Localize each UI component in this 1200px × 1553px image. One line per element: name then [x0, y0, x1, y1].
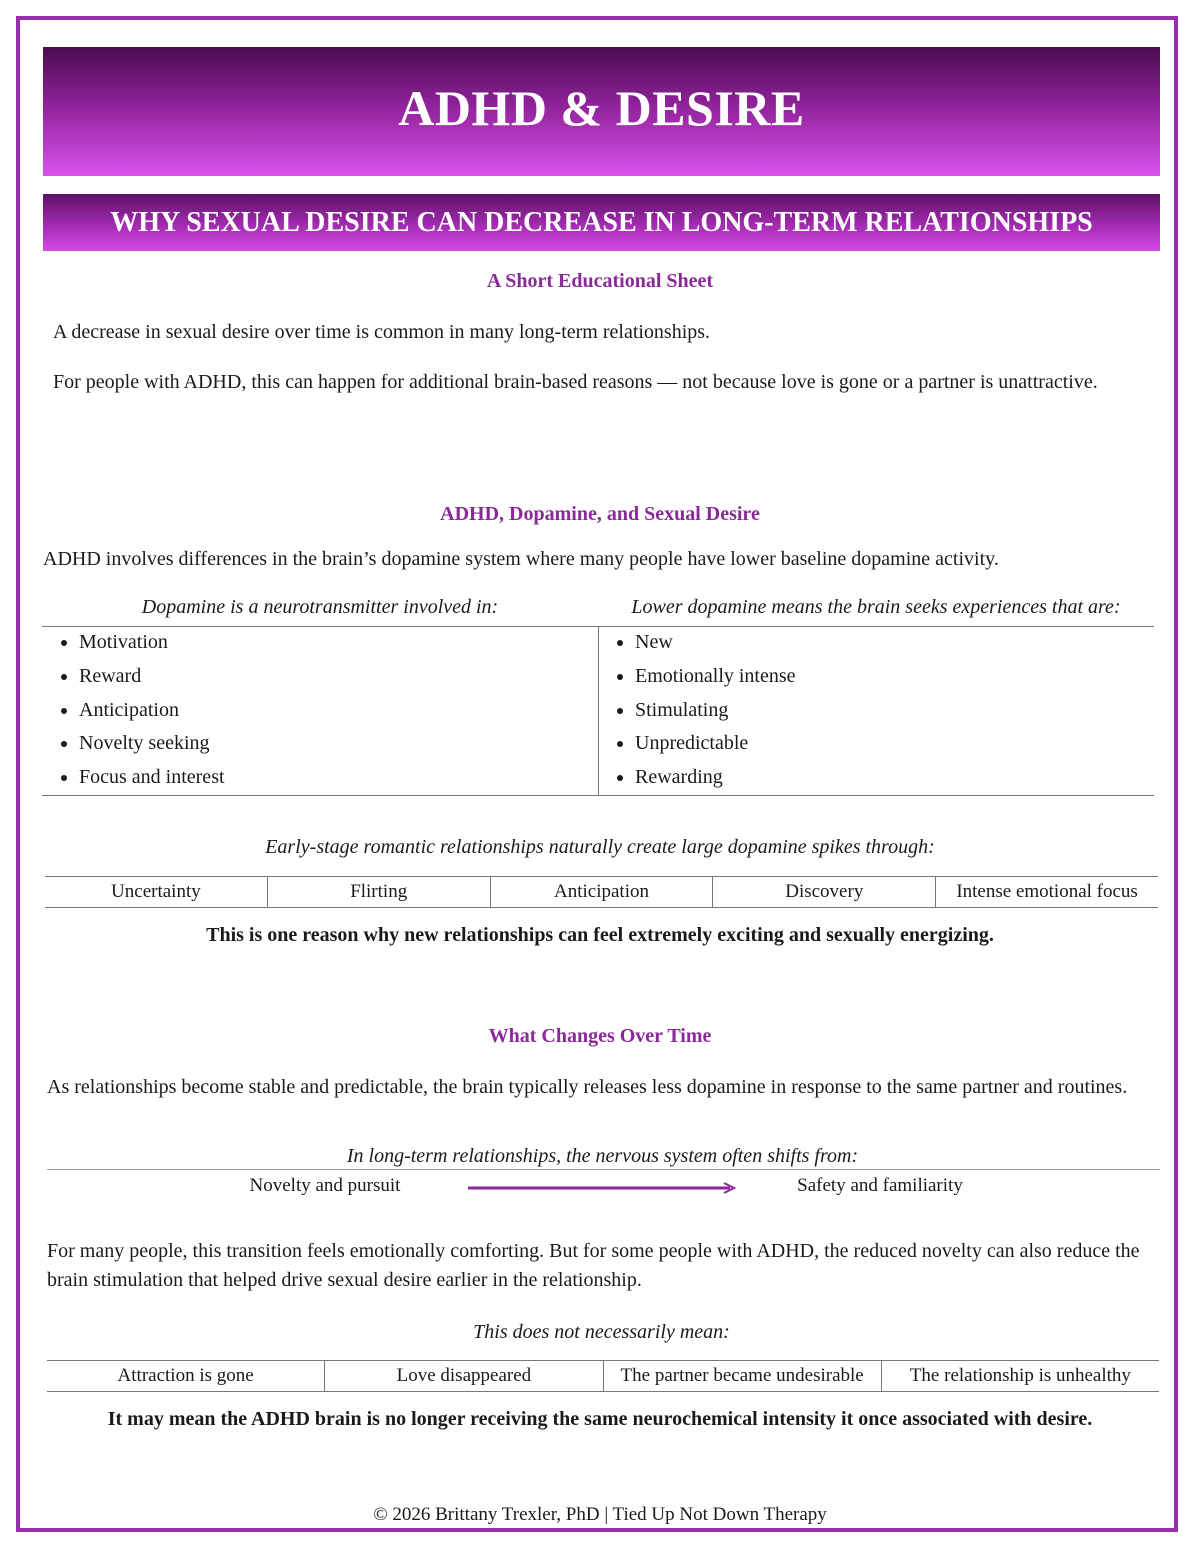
- table-cell: Flirting: [267, 877, 490, 907]
- intro-paragraph-1: A decrease in sexual desire over time is common in many long-term relationships.: [53, 321, 711, 343]
- dopamine-table: [42, 592, 1154, 796]
- intro-heading: A Short Educational Sheet: [486, 270, 714, 292]
- column-1-list: [42, 626, 225, 795]
- changes-paragraph-1: As relationships become stable and predictable, the brain typically releases less dopamine in response to the same partner and routines.: [47, 1076, 1128, 1098]
- changes-conclusion: It may mean the ADHD brain is no longer receiving the same neurochemical intensity it once associated with desire.: [107, 1408, 1093, 1430]
- column-2-list: [598, 626, 796, 795]
- intro-paragraph-2: For people with ADHD, this can happen for additional brain-based reasons — not because love is gone or a partner is unattractive.: [53, 371, 1098, 393]
- shift-from: Novelty and pursuit: [249, 1175, 401, 1196]
- dopamine-heading: ADHD, Dopamine, and Sexual Desire: [440, 503, 760, 525]
- changes-paragraph-2: For many people, this transition feels emotionally comforting. But for some people with ADHD, the reduced novelty can also reduce the brain stimulation that helped drive sexual desire earlier in the relationship.: [47, 1240, 1140, 1291]
- table-cell: Uncertainty: [111, 881, 201, 902]
- list-item: • Motivation: [79, 626, 225, 660]
- changes-heading: What Changes Over Time: [488, 1025, 712, 1047]
- not-mean-label: This does not necessarily mean:: [473, 1321, 730, 1343]
- shift-to: Safety and familiarity: [797, 1175, 963, 1196]
- footer-copyright: © 2026 Brittany Trexler, PhD | Tied Up Not Down Therapy: [373, 1504, 827, 1525]
- dopamine-spikes-table: [45, 876, 1158, 908]
- table-cell: Attraction is gone: [117, 1365, 254, 1386]
- table-cell: Love disappeared: [324, 1361, 602, 1391]
- not-mean-table: [47, 1360, 1159, 1392]
- header-banner: [43, 47, 1160, 176]
- table-cell: Discovery: [712, 877, 935, 907]
- table-cell: The partner became undesirable: [603, 1361, 881, 1391]
- shift-label: In long-term relationships, the nervous system often shifts from:: [346, 1145, 859, 1167]
- dopamine-conclusion: This is one reason why new relationships can feel extremely exciting and sexually energizing.: [206, 924, 994, 946]
- dopamine-intro: ADHD involves differences in the brain’s dopamine system where many people have lower baseline dopamine activity.: [43, 548, 999, 570]
- page-title: ADHD & DESIRE: [398, 79, 805, 136]
- subtitle-banner: [43, 194, 1160, 251]
- list-item: • Unpredictable: [635, 727, 796, 761]
- column-2-header: Lower dopamine means the brain seeks experiences that are:: [631, 596, 1121, 618]
- page-subtitle: WHY SEXUAL DESIRE CAN DECREASE IN LONG-TERM RELATIONSHIPS: [110, 206, 1093, 238]
- list-item: • Focus and interest: [79, 761, 225, 795]
- list-item: • Emotionally intense: [635, 660, 796, 694]
- table-cell: The relationship is unhealthy: [881, 1361, 1159, 1391]
- column-1-header: Dopamine is a neurotransmitter involved in:: [141, 596, 499, 618]
- table-cell: Anticipation: [490, 877, 713, 907]
- table-divider: [598, 626, 599, 796]
- shift-divider: [47, 1169, 1160, 1170]
- right-arrow-icon: [468, 1180, 740, 1196]
- list-item: • New: [635, 626, 796, 660]
- list-item: • Reward: [79, 660, 225, 694]
- list-item: • Rewarding: [635, 761, 796, 795]
- list-item: • Anticipation: [79, 694, 225, 728]
- table-cell: Intense emotional focus: [935, 877, 1158, 907]
- list-item: • Novelty seeking: [79, 727, 225, 761]
- dopamine-column-2: [598, 592, 1154, 796]
- early-stage-label: Early-stage romantic relationships naturally create large dopamine spikes through:: [265, 836, 935, 858]
- dopamine-column-1: [42, 592, 598, 796]
- list-item: • Stimulating: [635, 694, 796, 728]
